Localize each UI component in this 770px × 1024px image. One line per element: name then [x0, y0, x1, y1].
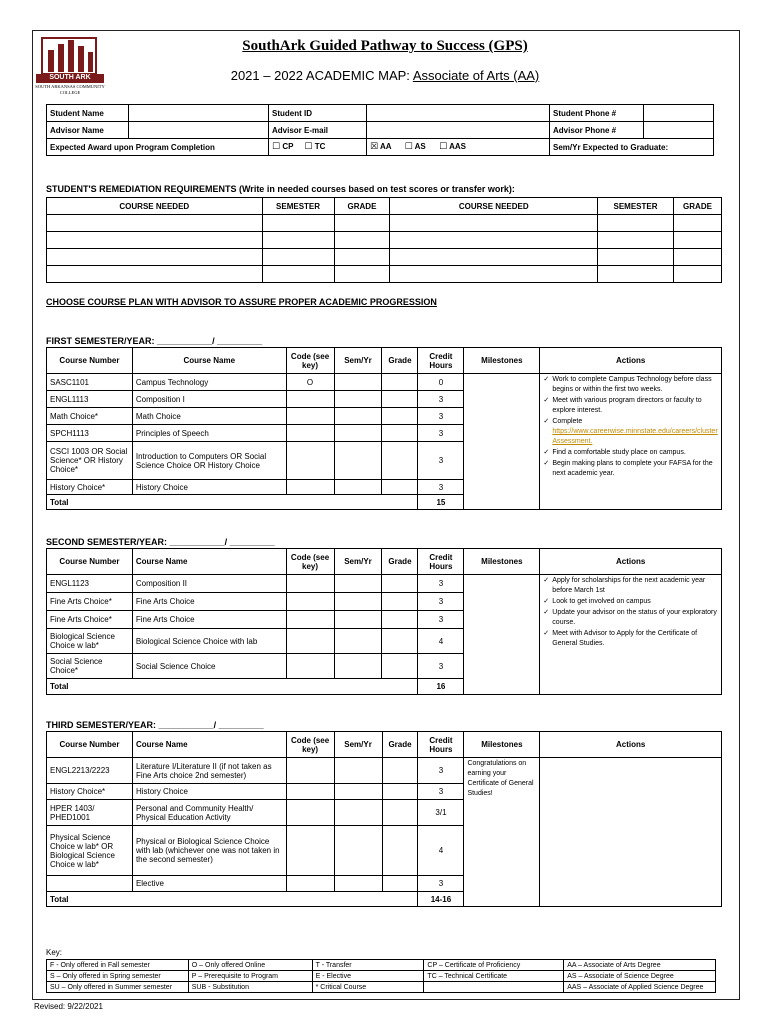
rem-cell[interactable] — [598, 215, 674, 232]
key-cell: CP – Certificate of Proficiency — [424, 960, 564, 971]
list-item — [543, 629, 718, 649]
remediation-heading: STUDENT'S REMEDIATION REQUIREMENTS (Write in needed courses based on test scores or transfer work): — [46, 184, 515, 194]
advisor-name-field[interactable] — [129, 122, 269, 139]
key-table — [46, 959, 716, 993]
course-name: Literature I/Literature II (if not taken as Fine Arts choice 2nd semester) — [132, 758, 286, 784]
action-text: Update your advisor on the status of your exploratory course. — [552, 609, 717, 626]
col-actions: Actions — [540, 549, 722, 575]
course-number: Social Science Choice* — [47, 654, 133, 679]
rem-cell[interactable] — [47, 215, 263, 232]
as-checkbox-box: ☐ — [404, 142, 413, 152]
key-cell: AAS – Associate of Applied Science Degree — [564, 982, 716, 993]
course-name: Personal and Community Health/ Physical Education Activity — [132, 800, 286, 826]
sem3-heading: THIRD SEMESTER/YEAR: ___________/ _________ — [46, 720, 264, 730]
credit-hours: 3 — [418, 575, 464, 593]
rem-cell[interactable] — [262, 215, 334, 232]
list-item — [543, 608, 718, 628]
col-grade: Grade — [382, 549, 418, 575]
milestones-cell — [464, 575, 540, 695]
col-course-number: Course Number — [47, 348, 133, 374]
cp-checkbox-box: ☐ — [272, 142, 281, 152]
rem-cell[interactable] — [390, 232, 598, 249]
list-item — [543, 448, 718, 458]
col-grade: Grade — [382, 732, 418, 758]
checkmark-icon: ✓ — [543, 449, 550, 456]
sem-yr-cell[interactable] — [334, 425, 382, 442]
col-actions: Actions — [540, 732, 722, 758]
rem-cell[interactable] — [334, 232, 390, 249]
rem-col-semester-2: SEMESTER — [598, 198, 674, 215]
col-milestones: Milestones — [464, 732, 540, 758]
revised-date: Revised: 9/22/2021 — [34, 1002, 103, 1011]
student-id-label: Student ID — [269, 105, 367, 122]
credit-hours: 3 — [418, 654, 464, 679]
credit-hours: 3 — [418, 593, 464, 611]
key-cell: P – Prerequisite to Program — [188, 971, 312, 982]
student-name-label: Student Name — [47, 105, 129, 122]
sem1-heading: FIRST SEMESTER/YEAR: ___________/ _________ — [46, 336, 263, 346]
key-cell: * Critical Course — [312, 982, 424, 993]
credit-hours: 3/1 — [418, 800, 464, 826]
course-number: HPER 1403/ PHED1001 — [47, 800, 133, 826]
col-course-name: Course Name — [132, 348, 286, 374]
logo-text: SOUTH ARK — [49, 74, 91, 81]
course-code — [286, 800, 334, 826]
advisor-phone-label: Advisor Phone # — [550, 122, 644, 139]
key-cell — [424, 982, 564, 993]
sem-yr-cell[interactable] — [334, 442, 382, 480]
grade-cell[interactable] — [382, 391, 418, 408]
course-name: Fine Arts Choice — [132, 593, 286, 611]
table-row — [47, 266, 722, 283]
credit-hours: 3 — [418, 758, 464, 784]
credit-hours: 3 — [418, 391, 464, 408]
course-number: SASC1101 — [47, 374, 133, 391]
rem-cell[interactable] — [262, 249, 334, 266]
page-subtitle — [0, 68, 770, 83]
grade-cell[interactable] — [382, 826, 418, 876]
rem-cell[interactable] — [598, 266, 674, 283]
sem-yr-cell[interactable] — [334, 876, 382, 892]
action-text: Find a comfortable study place on campus. — [552, 449, 686, 456]
course-name: Physical or Biological Science Choice with lab (whichever one was not taken in the second semester) — [132, 826, 286, 876]
course-code — [286, 758, 334, 784]
actions-cell — [540, 575, 722, 695]
col-sem-yr: Sem/Yr — [334, 549, 382, 575]
course-number: ENGL1123 — [47, 575, 133, 593]
sem-yr-cell[interactable] — [334, 784, 382, 800]
col-code: Code (see key) — [286, 348, 334, 374]
remediation-table — [46, 197, 722, 283]
rem-cell[interactable] — [673, 266, 721, 283]
sem-expected-label: Sem/Yr Expected to Graduate: — [550, 139, 714, 156]
col-course-number: Course Number — [47, 732, 133, 758]
col-milestones: Milestones — [464, 549, 540, 575]
course-code — [286, 425, 334, 442]
sem-yr-cell[interactable] — [334, 575, 382, 593]
table-row — [47, 232, 722, 249]
course-code — [286, 876, 334, 892]
course-code: O — [286, 374, 334, 391]
credit-hours: 3 — [418, 442, 464, 480]
credit-hours: 3 — [418, 425, 464, 442]
col-course-number: Course Number — [47, 549, 133, 575]
checkmark-icon: ✓ — [543, 397, 550, 404]
total-label: Total — [47, 679, 418, 695]
sem1-table — [46, 347, 722, 510]
course-number: History Choice* — [47, 784, 133, 800]
rem-col-course-1: COURSE NEEDED — [47, 198, 263, 215]
advisor-phone-field[interactable] — [644, 122, 714, 139]
checkmark-icon: ✓ — [543, 598, 550, 605]
student-phone-label: Student Phone # — [550, 105, 644, 122]
course-number: ENGL1113 — [47, 391, 133, 408]
grade-cell[interactable] — [382, 425, 418, 442]
col-actions: Actions — [540, 348, 722, 374]
course-number: Math Choice* — [47, 408, 133, 425]
tc-checkbox[interactable] — [304, 142, 325, 151]
course-name: Composition I — [132, 391, 286, 408]
course-code — [286, 442, 334, 480]
rem-cell[interactable] — [47, 232, 263, 249]
total-label: Total — [47, 495, 418, 510]
sem-yr-cell[interactable] — [334, 758, 382, 784]
list-item — [543, 375, 718, 395]
aa-checkbox-box: ☒ — [370, 142, 379, 152]
course-number: Physical Science Choice w lab* OR Biological Science Choice w lab* — [47, 826, 133, 876]
col-sem-yr: Sem/Yr — [334, 732, 382, 758]
rem-cell[interactable] — [390, 215, 598, 232]
action-text: Work to complete Campus Technology before class begins or within the first two weeks. — [552, 376, 712, 393]
action-text: Begin making plans to complete your FAFSA for the next academic year. — [552, 460, 713, 477]
course-number: SPCH1113 — [47, 425, 133, 442]
checkmark-icon: ✓ — [543, 460, 550, 467]
rem-cell[interactable] — [262, 232, 334, 249]
key-cell: AA – Associate of Arts Degree — [564, 960, 716, 971]
course-name: History Choice — [132, 784, 286, 800]
rem-cell[interactable] — [334, 266, 390, 283]
aas-label: AAS — [449, 142, 467, 151]
action-text: Apply for scholarships for the next academic year before March 1st — [552, 577, 706, 594]
course-number: CSCI 1003 OR Social Science* OR History Choice* — [47, 442, 133, 480]
grade-cell[interactable] — [382, 575, 418, 593]
course-name: Principles of Speech — [132, 425, 286, 442]
aa-label: AA — [380, 142, 392, 151]
page-title: SouthArk Guided Pathway to Success (GPS) — [242, 38, 528, 54]
col-credit: Credit Hours — [418, 348, 464, 374]
key-cell: TC – Technical Certificate — [424, 971, 564, 982]
course-code — [286, 784, 334, 800]
key-cell: AS – Associate of Science Degree — [564, 971, 716, 982]
credit-hours: 3 — [418, 611, 464, 629]
course-code — [286, 654, 334, 679]
course-name: Composition II — [132, 575, 286, 593]
course-name: Math Choice — [132, 408, 286, 425]
grade-cell[interactable] — [382, 784, 418, 800]
credit-hours: 3 — [418, 408, 464, 425]
key-label: Key: — [46, 948, 63, 957]
sem-yr-cell[interactable] — [334, 611, 382, 629]
key-cell: F - Only offered in Fall semester — [47, 960, 189, 971]
action-text: Meet with Advisor to Apply for the Certificate of General Studies. — [552, 630, 698, 647]
grade-cell[interactable] — [382, 374, 418, 391]
list-item — [543, 417, 718, 447]
rem-cell[interactable] — [598, 249, 674, 266]
action-text: Complete — [552, 418, 583, 425]
sem-yr-cell[interactable] — [334, 408, 382, 425]
checkmark-icon: ✓ — [543, 418, 550, 425]
table-row — [47, 982, 716, 993]
list-item — [543, 597, 718, 607]
course-number: Fine Arts Choice* — [47, 593, 133, 611]
aas-checkbox-box: ☐ — [439, 142, 448, 152]
grade-cell[interactable] — [382, 758, 418, 784]
as-label: AS — [414, 142, 426, 151]
course-number: Fine Arts Choice* — [47, 611, 133, 629]
rem-cell[interactable] — [334, 249, 390, 266]
sem2-table — [46, 548, 722, 695]
tc-checkbox-box: ☐ — [304, 142, 313, 152]
course-name: History Choice — [132, 480, 286, 495]
rem-cell[interactable] — [47, 249, 263, 266]
logo-subtext: SOUTH ARKANSAS COMMUNITY COLLEGE — [35, 84, 105, 95]
rem-col-semester-1: SEMESTER — [262, 198, 334, 215]
course-name: Social Science Choice — [132, 654, 286, 679]
course-name: Biological Science Choice with lab — [132, 629, 286, 654]
col-course-name: Course Name — [132, 549, 286, 575]
rem-col-grade-1: GRADE — [334, 198, 390, 215]
advisor-email-field[interactable] — [367, 122, 550, 139]
course-number — [47, 876, 133, 892]
grade-cell[interactable] — [382, 442, 418, 480]
key-cell: S – Only offered in Spring semester — [47, 971, 189, 982]
rem-col-grade-2: GRADE — [673, 198, 721, 215]
career-assessment-link[interactable]: https://www.careerwise.minnstate.edu/careers/clusterAssessment. — [552, 428, 718, 445]
table-row — [47, 374, 722, 391]
table-row — [47, 575, 722, 593]
student-id-field[interactable] — [367, 105, 550, 122]
as-checkbox[interactable] — [405, 142, 426, 151]
student-info-table — [46, 104, 714, 156]
table-row — [47, 215, 722, 232]
rem-cell[interactable] — [390, 266, 598, 283]
sem-yr-cell[interactable] — [334, 800, 382, 826]
col-milestones: Milestones — [464, 348, 540, 374]
rem-cell[interactable] — [262, 266, 334, 283]
rem-cell[interactable] — [47, 266, 263, 283]
sem-yr-cell[interactable] — [334, 593, 382, 611]
col-credit: Credit Hours — [418, 549, 464, 575]
aa-checkbox[interactable] — [370, 142, 391, 151]
total-credits: 15 — [418, 495, 464, 510]
sem2-heading: SECOND SEMESTER/YEAR: ___________/ _________ — [46, 537, 275, 547]
credit-hours: 3 — [418, 480, 464, 495]
course-code — [286, 408, 334, 425]
sem-yr-cell[interactable] — [334, 480, 382, 495]
sem-yr-cell[interactable] — [334, 826, 382, 876]
actions-cell — [540, 758, 722, 907]
credit-hours: 4 — [418, 826, 464, 876]
total-credits: 14-16 — [418, 892, 464, 907]
checkmark-icon: ✓ — [543, 630, 550, 637]
checkmark-icon: ✓ — [543, 577, 550, 584]
table-row — [47, 971, 716, 982]
course-number: History Choice* — [47, 480, 133, 495]
grade-cell[interactable] — [382, 480, 418, 495]
list-item — [543, 576, 718, 596]
course-code — [286, 391, 334, 408]
course-code — [286, 629, 334, 654]
col-course-name: Course Name — [132, 732, 286, 758]
grade-cell[interactable] — [382, 654, 418, 679]
col-code: Code (see key) — [286, 732, 334, 758]
sem-yr-cell[interactable] — [334, 629, 382, 654]
col-credit: Credit Hours — [418, 732, 464, 758]
credit-hours: 3 — [418, 876, 464, 892]
grade-cell[interactable] — [382, 593, 418, 611]
grade-cell[interactable] — [382, 611, 418, 629]
sem3-table — [46, 731, 722, 907]
choose-plan-heading: CHOOSE COURSE PLAN WITH ADVISOR TO ASSURE PROPER ACADEMIC PROGRESSION — [46, 297, 437, 307]
list-item — [543, 459, 718, 479]
course-code — [286, 593, 334, 611]
student-name-field[interactable] — [129, 105, 269, 122]
rem-cell[interactable] — [673, 215, 721, 232]
rem-col-course-2: COURSE NEEDED — [390, 198, 598, 215]
subtitle-prefix: 2021 – 2022 ACADEMIC MAP: — [230, 68, 413, 83]
key-cell: T - Transfer — [312, 960, 424, 971]
rem-cell[interactable] — [673, 249, 721, 266]
action-text: Look to get involved on campus — [552, 598, 651, 605]
sem-yr-cell[interactable] — [334, 654, 382, 679]
course-code — [286, 480, 334, 495]
checkmark-icon: ✓ — [543, 609, 550, 616]
expected-award-label: Expected Award upon Program Completion — [47, 139, 269, 156]
sem-yr-cell[interactable] — [334, 391, 382, 408]
course-name: Fine Arts Choice — [132, 611, 286, 629]
rem-cell[interactable] — [598, 232, 674, 249]
aas-checkbox[interactable] — [439, 142, 466, 151]
course-name: Campus Technology — [132, 374, 286, 391]
total-label: Total — [47, 892, 418, 907]
col-sem-yr: Sem/Yr — [334, 348, 382, 374]
checkmark-icon: ✓ — [543, 376, 550, 383]
award-options-1 — [269, 139, 367, 156]
course-code — [286, 575, 334, 593]
cp-label: CP — [282, 142, 294, 151]
key-cell: SU – Only offered in Summer semester — [47, 982, 189, 993]
cp-checkbox[interactable] — [272, 142, 293, 151]
award-options-2 — [367, 139, 550, 156]
credit-hours: 0 — [418, 374, 464, 391]
total-credits: 16 — [418, 679, 464, 695]
rem-cell[interactable] — [673, 232, 721, 249]
subtitle-degree: Associate of Arts (AA) — [412, 68, 540, 83]
table-row — [47, 960, 716, 971]
table-row — [47, 249, 722, 266]
key-cell: E - Elective — [312, 971, 424, 982]
sem-yr-cell[interactable] — [334, 374, 382, 391]
course-name: Elective — [132, 876, 286, 892]
tc-label: TC — [314, 142, 326, 151]
student-phone-field[interactable] — [644, 105, 714, 122]
rem-cell[interactable] — [334, 215, 390, 232]
advisor-name-label: Advisor Name — [47, 122, 129, 139]
milestones-cell: Congratulations on earning your Certificate of General Studies! — [464, 758, 540, 907]
grade-cell[interactable] — [382, 800, 418, 826]
course-number: Biological Science Choice w lab* — [47, 629, 133, 654]
credit-hours: 4 — [418, 629, 464, 654]
course-name: Introduction to Computers OR Social Science Choice OR History Choice — [132, 442, 286, 480]
col-code: Code (see key) — [286, 549, 334, 575]
rem-cell[interactable] — [390, 249, 598, 266]
milestones-cell — [464, 374, 540, 510]
list-item — [543, 396, 718, 416]
grade-cell[interactable] — [382, 876, 418, 892]
key-cell: SUB - Substitution — [188, 982, 312, 993]
grade-cell[interactable] — [382, 629, 418, 654]
course-code — [286, 826, 334, 876]
credit-hours: 3 — [418, 784, 464, 800]
actions-cell — [540, 374, 722, 510]
grade-cell[interactable] — [382, 408, 418, 425]
col-grade: Grade — [382, 348, 418, 374]
course-number: ENGL2213/2223 — [47, 758, 133, 784]
key-cell: O – Only offered Online — [188, 960, 312, 971]
action-text: Meet with various program directors or faculty to explore interest. — [552, 397, 702, 414]
course-code — [286, 611, 334, 629]
table-row — [47, 758, 722, 784]
advisor-email-label: Advisor E-mail — [269, 122, 367, 139]
